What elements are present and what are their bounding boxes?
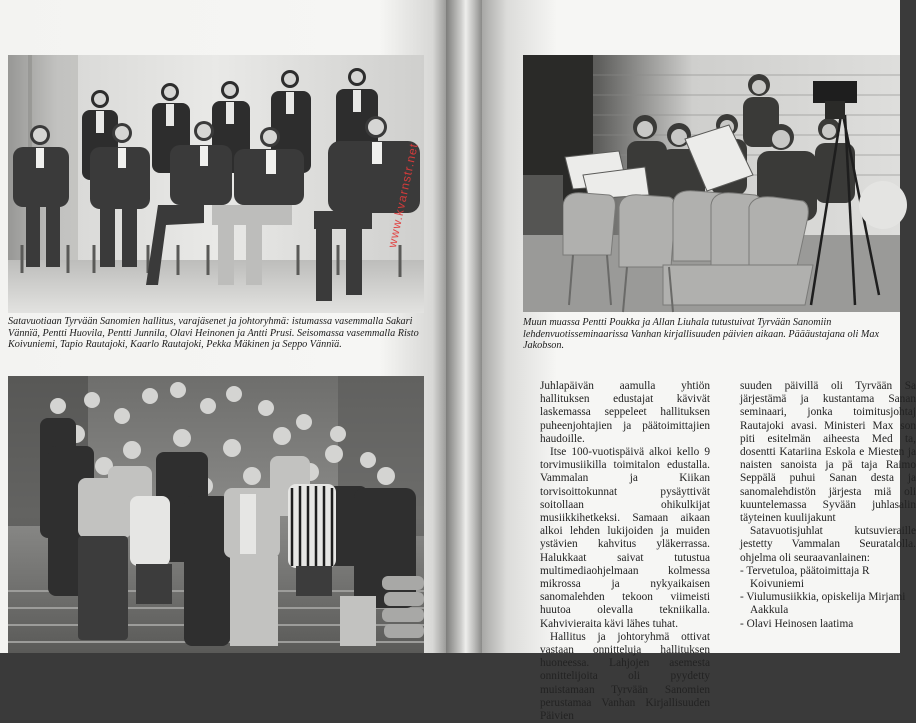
article-column-left [540,380,710,723]
board-photo-caption: Satavuotiaan Tyrvään Sanomien hallitus, varajäsenet ja johtoryhmä: istumassa vasemmalla Sakari Vännïä, Pentti Huovila, Pentti Junnila, Olavi Heinonen ja Antti Prusi. Seisomassa vasemmalla Risto Koivuniemi, Tapio Rautajoki, Kaarlo Rautajoki, Pekka Mäkinen ja Seppo Vännïä. [8,316,419,351]
seminar-audience-photo [523,55,900,312]
program-list [740,565,916,631]
staff-group-photo [8,376,424,653]
article-paragraph: Juhlapäivän aamulla yhtiön hallituksen edustajat kävivät laskemassa seppeleet hallituksen puheenjohtajien ja päätoimittajien haudoille. [540,380,710,445]
article-paragraph: Hallitus ja johtoryhmä ottivat vastaan onnitteluja hallituksen huoneessa. Lahjojen asemesta onnittelijoita oli pyydetty muistamaan Tyrvään Sanomien perustamaa Vanhan Kirjallisuuden Päivien [540,630,710,723]
right-page [482,0,916,723]
program-item: - Viulumusiikkia, opiskelija Mirjami Aakkula [740,591,906,617]
watermark-text: www.kvarnstr.net [385,141,421,249]
board-group-photo [8,55,424,313]
article-paragraph: Satavuotisjuhlat kutsuvieraille jestetty Vammalan Seuratalolla. ohjelma oli seuraavanlainen: [740,525,916,564]
program-item: - Tervetuloa, päätoimittaja R Koivuniemi [740,564,870,591]
article-column-right [740,380,916,631]
left-page [0,0,446,653]
article-paragraph: suuden päivillä oli Tyrvään Sa järjestämä ja kustantama Sanan seminaari, jonka toimitusjohtaj Rautajoki avasi. Ministeri Max son piti esitelmän aiheesta Med ta, dosentti Katariina Eskola e Miesten ja naisten sanoista ja pä taja Raimo Seppälä puhui Sanan desta ja sanomalehdistön järjesta miä oli kuuntelemassa Syvään juhlasalin täyteinen kuulijakunt [740,380,916,525]
article-paragraph: Itse 100-vuotispäivä alkoi kello 9 torvimusiikilla toimitalon edustalla. Vammalan ja Kiikan torvisoittokunnat pysäyttivät soitollaan ohikulkijat musiikkihetkeksi. Samaan aikaan alkoi lehden lukijoiden ja muiden ystävien kahvitus yläkerrassa. Halukkaat saivat tutustua multimediaohjelmaan kolmessa mikrossa ja nykyaikaisen sanomalehden tekoon viimeisti huutoa olevalla tekniikalla. Kahvivieraita kävi lähes tuhat. [540,446,710,630]
book-gutter [446,0,482,653]
seminar-photo-caption: Muun muassa Pentti Poukka ja Allan Liuhala tutustuivat Tyrvään Sanomiin lehdenvuotisseminaarissa Vanhan kirjallisuuden päivien aikaan. Päääustajana oli Max Jakobson. [523,317,879,352]
program-item: - Olavi Heinosen laatima [740,617,854,630]
